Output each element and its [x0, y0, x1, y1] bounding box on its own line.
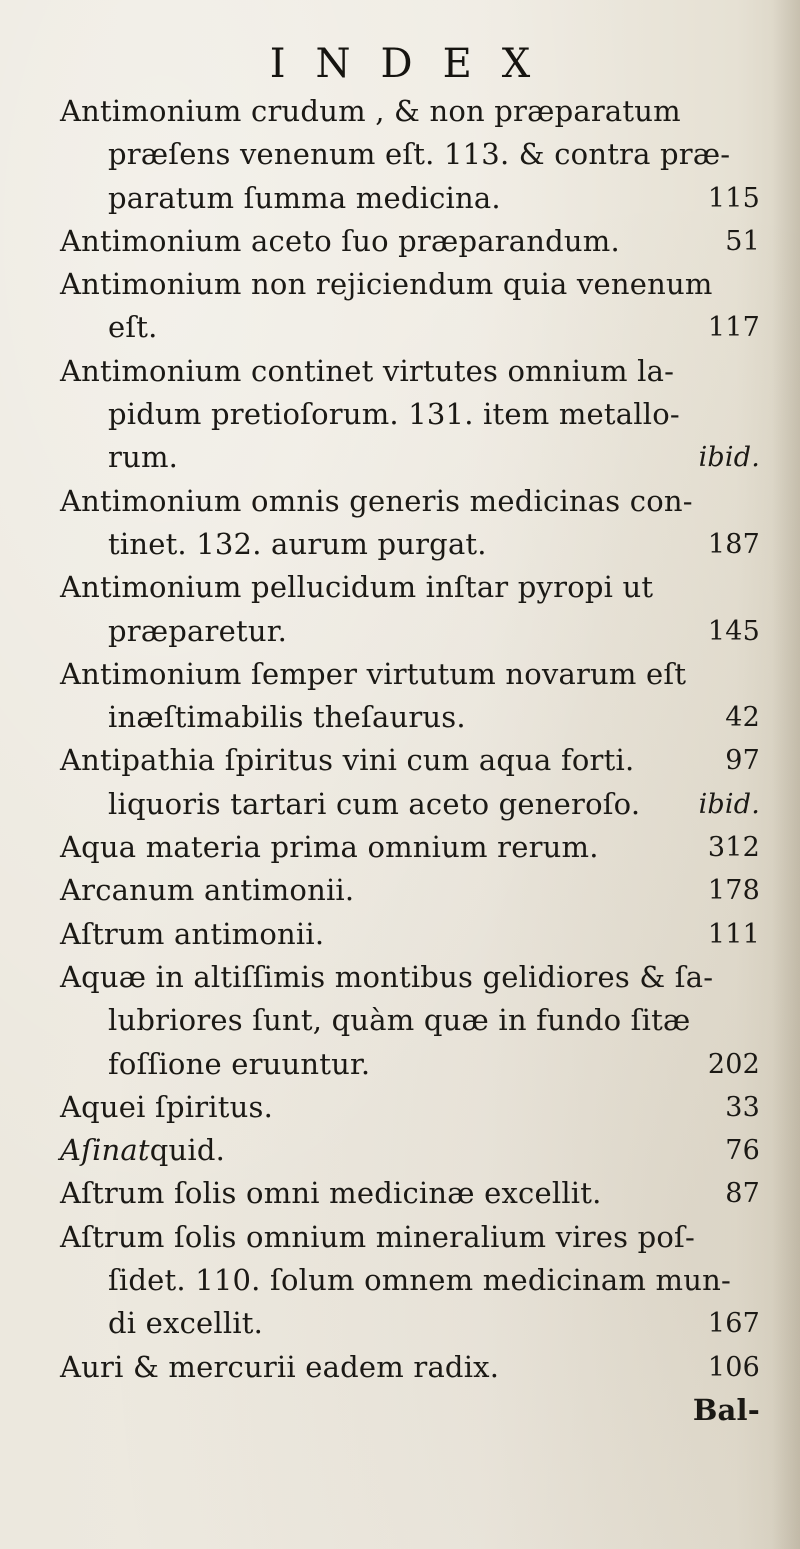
entry-text: liquoris tartari cum aceto generoſo.	[108, 786, 641, 821]
page-reference: 42	[725, 702, 760, 734]
page-reference: 106	[707, 1351, 760, 1383]
catchword: Bal-	[692, 1392, 760, 1427]
index-line	[60, 783, 760, 826]
entry-text: Auri & mercurii eadem radix.	[60, 1349, 500, 1384]
entry-text: Aſtrum ſolis omni medicinæ excellit.	[60, 1176, 602, 1211]
index-line	[60, 436, 760, 479]
page-reference: 111	[707, 918, 760, 950]
index-line	[60, 739, 760, 782]
entry-text: Arcanum antimonii.	[60, 873, 355, 908]
index-line	[60, 480, 760, 523]
index-line	[60, 1346, 760, 1389]
index-line	[60, 1129, 760, 1172]
index-line	[60, 523, 760, 566]
entry-text: Antimonium ſemper virtutum novarum eſt	[60, 656, 687, 691]
index-entries	[60, 90, 760, 1432]
page-reference: 33	[725, 1091, 760, 1123]
index-line	[60, 263, 760, 306]
index-line	[60, 826, 760, 869]
index-line	[60, 1259, 760, 1302]
entry-text: di excellit.	[108, 1306, 264, 1341]
entry-text: Aquei ſpiritus.	[60, 1089, 273, 1124]
page-reference: 187	[707, 528, 760, 560]
index-line	[60, 220, 760, 263]
index-line	[60, 133, 760, 176]
entry-text: Antimonium non rejiciendum quia venenum	[60, 267, 713, 302]
index-line	[60, 913, 760, 956]
entry-text: paratum ſumma medicina.	[108, 180, 501, 215]
entry-text: Antimonium omnis generis medicinas con-	[60, 483, 693, 518]
entry-text: Aqua materia prima omnium rerum.	[60, 830, 599, 865]
page-reference: 312	[707, 832, 760, 864]
entry-text: tinet. 132. aurum purgat.	[108, 526, 487, 561]
entry-text: rum.	[108, 440, 179, 475]
index-line	[60, 610, 760, 653]
entry-text: quid.	[149, 1133, 226, 1168]
index-line	[60, 177, 760, 220]
index-line	[60, 90, 760, 133]
page-reference: 97	[725, 745, 760, 777]
index-line	[60, 1302, 760, 1345]
page-reference: 145	[707, 615, 760, 647]
page-reference: 115	[707, 182, 760, 214]
entry-headword: Aſinat	[60, 1133, 150, 1168]
page-reference: 202	[707, 1048, 760, 1080]
entry-text: Aſtrum ſolis omnium mineralium vires poſ-	[60, 1219, 695, 1254]
entry-text: Antipathia ſpiritus vini cum aqua forti.	[60, 743, 635, 778]
index-line	[60, 696, 760, 739]
entry-text: ſidet. 110. ſolum omnem medicinam mun-	[108, 1263, 731, 1298]
index-line	[60, 956, 760, 999]
entry-text: præſens venenum eſt. 113. & contra præ-	[108, 137, 731, 172]
index-line	[60, 393, 760, 436]
page-reference: 178	[707, 875, 760, 907]
entry-text: foſſione eruuntur.	[108, 1046, 371, 1081]
entry-text: pidum pretioſorum. 131. item metallo-	[108, 397, 680, 432]
page-reference: ibid.	[698, 788, 760, 820]
running-header: INDEX	[269, 41, 561, 87]
index-line	[60, 1172, 760, 1215]
index-line	[60, 1043, 760, 1086]
page-reference: 51	[725, 225, 760, 257]
entry-text: Aquæ in altiſſimis montibus gelidiores & ſa-	[60, 959, 714, 994]
page-reference: 87	[725, 1178, 760, 1210]
entry-text: Antimonium crudum , & non præparatum	[60, 94, 681, 128]
page-reference: 76	[725, 1135, 760, 1167]
page-reference: 167	[707, 1308, 760, 1340]
entry-text: Antimonium aceto ſuo præparandum.	[60, 223, 620, 258]
entry-text: lubriores ſunt, quàm quæ in fundo ſitæ	[108, 1003, 691, 1038]
index-line	[60, 1389, 760, 1432]
index-line	[60, 306, 760, 349]
entry-text: Antimonium continet virtutes omnium la-	[60, 353, 675, 388]
entry-text: eſt.	[108, 310, 158, 345]
page-reference: 117	[707, 312, 760, 344]
entry-text: Aſtrum antimonii.	[60, 916, 325, 951]
index-line	[60, 566, 760, 609]
index-line	[60, 1216, 760, 1259]
entry-text: Antimonium pellucidum inſtar pyropi ut	[60, 570, 654, 605]
index-line	[60, 869, 760, 912]
entry-text: præparetur.	[108, 613, 287, 648]
page-edge-shadow	[772, 0, 800, 1549]
index-line	[60, 350, 760, 393]
entry-text: inæſtimabilis theſaurus.	[108, 700, 466, 735]
page-reference: ibid.	[698, 442, 760, 474]
index-line	[60, 999, 760, 1042]
index-line	[60, 653, 760, 696]
index-line	[60, 1086, 760, 1129]
